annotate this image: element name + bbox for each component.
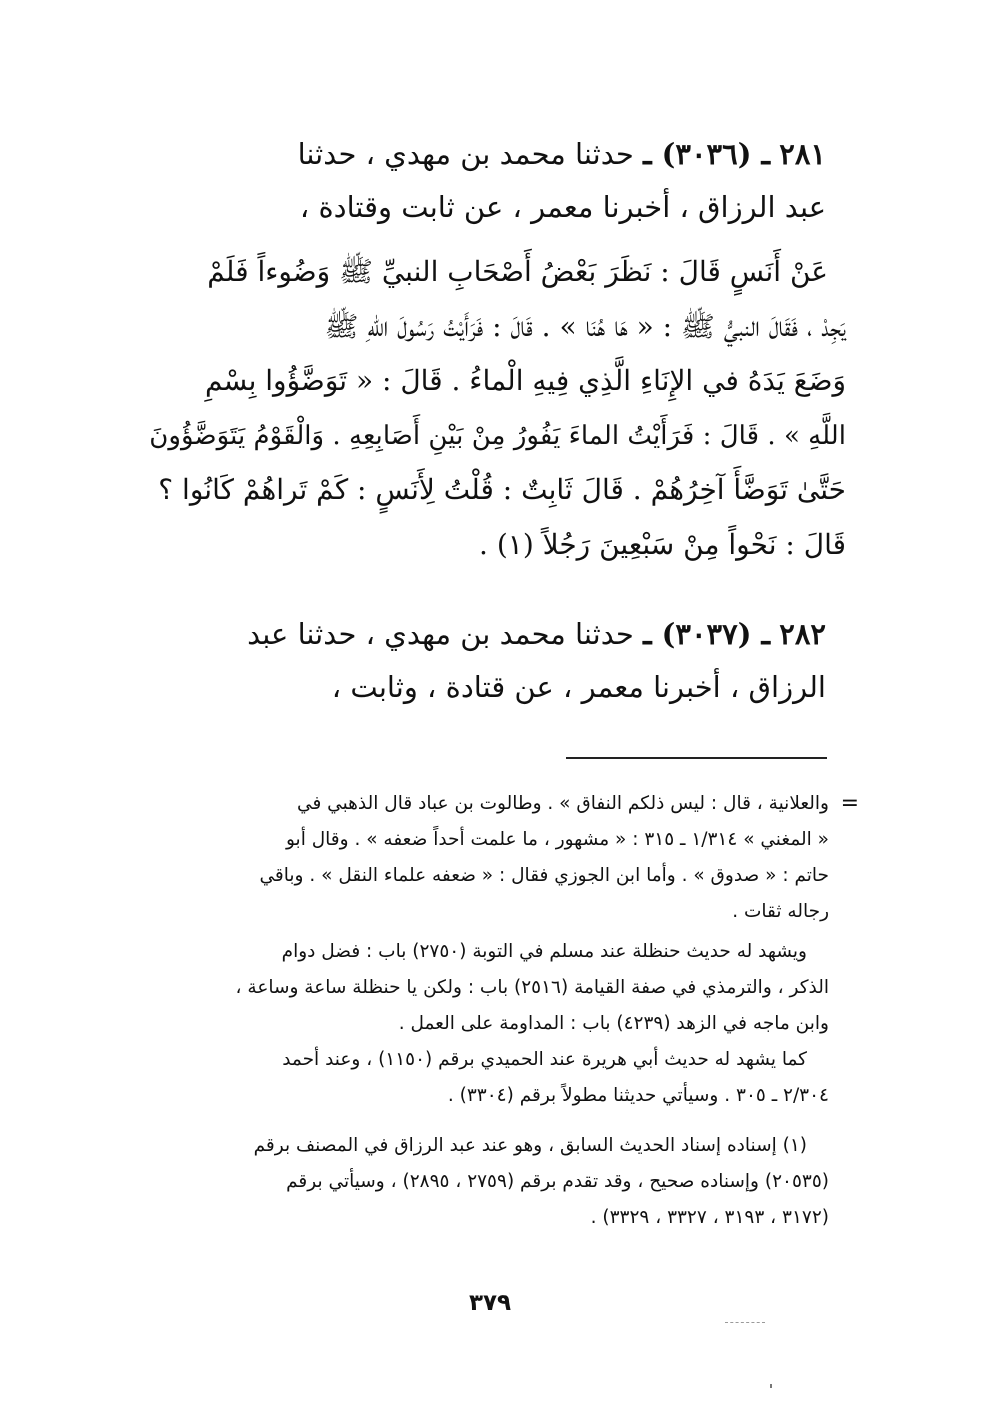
hadith-281-isnad [140,128,826,234]
footnote-1 [130,1128,829,1236]
scan-speck [770,1384,772,1388]
matn-line-6: قَالَ : نَحْواً مِنْ سَبْعِينَ رَجُلاً (١) . [479,527,846,561]
matn-line-1: عَنْ أَنَسٍ قَالَ : نَظَرَ بَعْضُ أَصْحَابِ النبيِّ ﷺ وَضُوءاً فَلَمْ [207,255,828,288]
hadith-282-ref: ـ (٣٠٣٧) ـ [643,617,771,651]
matn-line-2: يَجِدْ ، فَقَالَ النبيُّ ﷺ : « هَا هُنَا » . قَالَ : فَرَأَيْتُ رَسُولَ اللهِ ﷺ [324,309,846,343]
footnote-p1-line-2: « المغني » ١/٣١٤ ـ ٣١٥ : « مشهور ، ما علمت أحداً ضعفه » . وقال أبو [285,829,829,850]
matn-line-4: اللَّهِ » . قَالَ : فَرَأَيْتُ الماءَ يَفُورُ مِنْ بَيْنِ أَصَابِعِهِ . وَالْقَوْمُ يَتَوَضَّؤُونَ [149,420,846,451]
footnote-1-line-2: (٢٠٥٣٥) وإسناده صحيح ، وقد تقدم برقم (٢٧٥٩ ، ٢٨٩٥) ، وسيأتي برقم [286,1171,829,1192]
footnote-paragraph-2 [130,934,829,1042]
hadith-282-number: ٢٨٢ [779,617,826,651]
matn-line-3 [135,354,846,409]
footnote-p3-line-2: ٢/٣٠٤ ـ ٣٠٥ . وسيأتي حديثنا مطولاً برقم (٣٣٠٤) . [447,1085,829,1106]
footnote-p3-line-1: كما يشهد له حديث أبي هريرة عند الحميدي برقم (١١٥٠) ، وعند أحمد [282,1049,807,1070]
footnote-continuation-mark: = [840,791,859,816]
footnote-separator [566,757,827,759]
footnote-paragraph-3 [130,1042,829,1114]
matn-line-3-text: وَضَعَ يَدَهُ في الإِنَاءِ الَّذِي فِيهِ الْماءُ . قَالَ : « تَوَضَّؤُوا بِسْمِ [204,364,846,397]
footnote-p2-line-1: ويشهد له حديث حنظلة عند مسلم في التوبة (٢٧٥٠) باب : فضل دوام [281,941,807,962]
matn-line-5: حَتَّىٰ تَوَضَّأَ آخِرُهُمْ . قَالَ ثَابِتٌ : قُلْتُ لِأَنَسٍ : كَمْ تَراهُمْ كَانُوا ؟ [158,473,846,506]
footnote-1-line-3: (٣١٧٢ ، ٣١٩٣ ، ٣٣٢٧ ، ٣٣٢٩) . [590,1207,829,1228]
footnote-p1-line-3: حاتم : « صدوق » . وأما ابن الجوزي فقال : « ضعفه علماء النقل » . وباقي [259,865,829,886]
hadith-281-ref: ـ (٣٠٣٦) ـ [643,137,771,171]
hadith-282-isnad-text-1: حدثنا محمد بن مهدي ، حدثنا عبد [247,617,634,651]
footnote-p2-line-3: وابن ماجه في الزهد (٤٢٣٩) باب : المداومة على العمل . [398,1013,829,1034]
footnotes [130,786,859,1236]
hadith-281-isnad-text-1: حدثنا محمد بن مهدي ، حدثنا [297,137,634,171]
footnote-p1-line-4: رجاله ثقات . [732,901,829,922]
page-number: ٣٧٩ [468,1290,512,1316]
hadith-282-line-1 [140,608,826,661]
hadith-282-isnad-text-2: الرزاق ، أخبرنا معمر ، عن قتادة ، وثابت ، [331,670,826,704]
scan-speck [725,1322,765,1325]
hadith-281-line-1 [140,128,826,181]
footnote-p2-line-2: الذكر ، والترمذي في صفة القيامة (٢٥١٦) باب : ولكن يا حنظلة ساعة وساعة ، [235,977,829,998]
footnote-p1-line-1: والعلانية ، قال : ليس ذلكم النفاق » . وطالوت بن عباد قال الذهبي في [297,793,829,814]
footnote-paragraph-1 [130,786,829,930]
hadith-282-isnad [140,608,826,714]
footnote-1-line-1: (١) إسناده إسناد الحديث السابق ، وهو عند عبد الرزاق في المصنف برقم [253,1135,807,1156]
hadith-281-matn [135,245,846,572]
hadith-281-number: ٢٨١ [779,137,826,171]
hadith-281-isnad-text-2: عبد الرزاق ، أخبرنا معمر ، عن ثابت وقتادة ، [299,190,826,224]
